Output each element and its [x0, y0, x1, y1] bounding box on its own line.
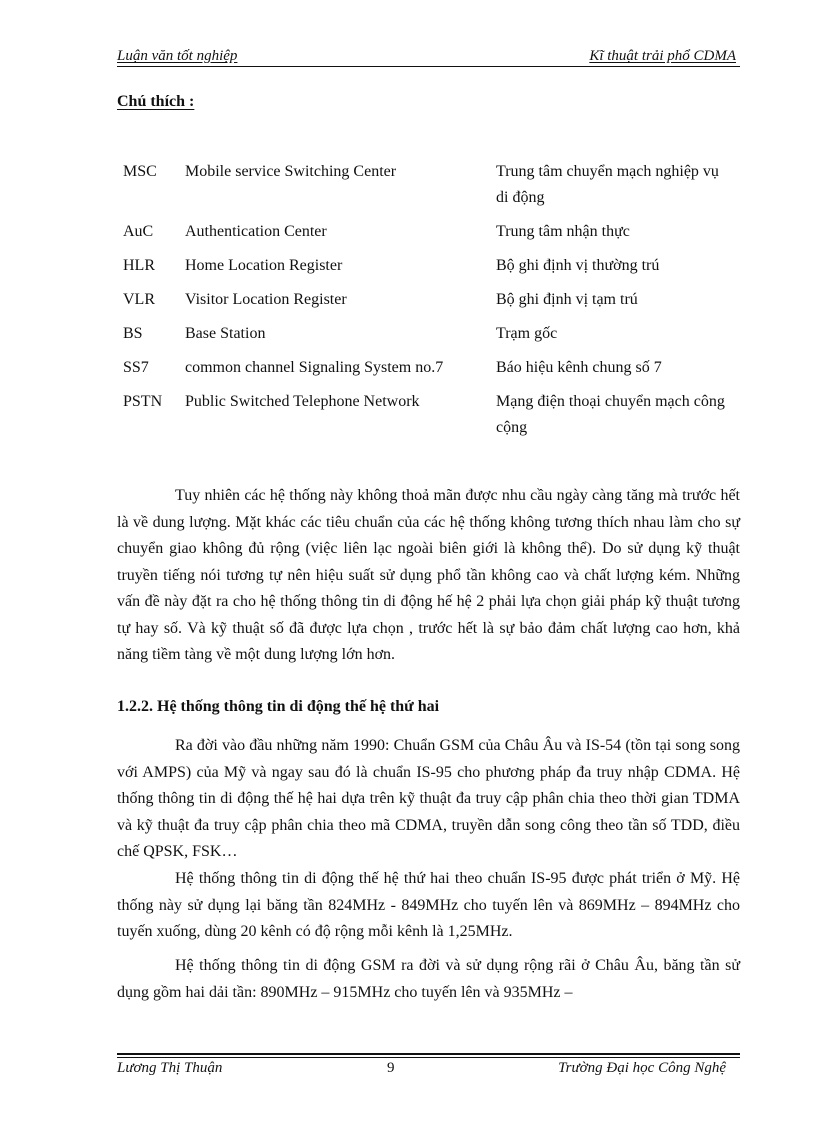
section-heading: 1.2.2. Hệ thống thông tin di động thế hệ thứ hai: [117, 698, 440, 715]
abbreviation-vietnamese: Trạm gốc: [496, 325, 558, 342]
abbreviation-row: [123, 355, 733, 389]
footer-institution: Trường Đại học Công Nghệ: [558, 1060, 726, 1076]
abbreviation-code: AuC: [123, 223, 154, 240]
abbreviation-vietnamese: Mạng điện thoại chuyển mạch công cộng: [496, 393, 725, 436]
abbreviation-english: Visitor Location Register: [185, 291, 347, 308]
abbreviation-table: [123, 159, 733, 449]
abbreviation-row: [123, 219, 733, 253]
abbreviation-row: [123, 159, 733, 219]
page-number: 9: [387, 1060, 395, 1076]
header-left-title: Luận văn tốt nghiệp: [117, 48, 238, 64]
caption-title: Chú thích :: [117, 93, 195, 110]
body-paragraph-2: Ra đời vào đầu những năm 1990: Chuẩn GSM của Châu Âu và IS-54 (tồn tại song song với AMPS) của Mỹ và ngay sau đó là chuẩn IS-95 cho phương pháp đa truy nhập CDMA. Hệ thống thông tin di động thế hệ hai dựa trên kỹ thuật đa truy cập phân chia theo thời gian TDMA và kỹ thuật đa truy cập phân chia theo mã CDMA, truyền dẫn song công theo tần số TDD, điều chế QPSK, FSK…: [117, 737, 740, 860]
abbreviation-code: VLR: [123, 291, 155, 308]
abbreviation-code: MSC: [123, 163, 157, 180]
abbreviation-english: Mobile service Switching Center: [185, 163, 397, 180]
abbreviation-vietnamese: Trung tâm chuyển mạch nghiệp vụ di động: [496, 163, 719, 206]
abbreviation-row: [123, 389, 733, 449]
header-divider: [117, 66, 740, 67]
body-paragraph-3: Hệ thống thông tin di động thế hệ thứ hai theo chuẩn IS-95 được phát triển ở Mỹ. Hệ thống này sử dụng lại băng tần 824MHz - 849MHz cho tuyến lên và 869MHz – 894MHz cho tuyến xuống, dùng 20 kênh có độ rộng mỗi kênh là 1,25MHz.: [117, 870, 740, 940]
abbreviation-english: Authentication Center: [185, 223, 327, 240]
abbreviation-row: [123, 321, 733, 355]
abbreviation-english: Public Switched Telephone Network: [185, 393, 420, 410]
footer-author: Lương Thị Thuận: [117, 1060, 223, 1076]
header-right-title: Kĩ thuật trải phổ CDMA: [589, 48, 736, 64]
abbreviation-code: HLR: [123, 257, 155, 274]
abbreviation-row: [123, 287, 733, 321]
abbreviation-vietnamese: Bộ ghi định vị thường trú: [496, 257, 660, 274]
abbreviation-english: common channel Signaling System no.7: [185, 359, 444, 376]
footer-divider-thick: [117, 1053, 740, 1055]
abbreviation-vietnamese: Bộ ghi định vị tạm trú: [496, 291, 638, 308]
abbreviation-code: BS: [123, 325, 143, 342]
abbreviation-code: SS7: [123, 359, 149, 376]
abbreviation-english: Base Station: [185, 325, 266, 342]
body-paragraph-1: Tuy nhiên các hệ thống này không thoả mãn được nhu cầu ngày càng tăng mà trước hết là về dung lượng. Mặt khác các tiêu chuẩn của các hệ thống không tương thích nhau làm cho sự chuyển giao không đủ rộng (việc liên lạc ngoài biên giới là không thể). Do sử dụng kỹ thuật truyền tiếng nói tương tự nên hiệu suất sử dụng phổ tần không cao và chất lượng kém. Những vấn đề này đặt ra cho hệ thống thông tin di động hế hệ 2 phải lựa chọn giải pháp kỹ thuật tương tự hay số. Và kỹ thuật số đã được lựa chọn , trước hết là sự bảo đảm chất lượng cao hơn, khả năng tiềm tàng về một dung lượng lớn hơn.: [117, 487, 740, 663]
abbreviation-row: [123, 253, 733, 287]
abbreviation-code: PSTN: [123, 393, 163, 410]
abbreviation-vietnamese: Trung tâm nhận thực: [496, 223, 630, 240]
abbreviation-english: Home Location Register: [185, 257, 343, 274]
abbreviation-vietnamese: Báo hiệu kênh chung số 7: [496, 359, 662, 376]
body-paragraph-4: Hệ thống thông tin di động GSM ra đời và sử dụng rộng rãi ở Châu Âu, băng tần sử dụng gồm hai dải tần: 890MHz – 915MHz cho tuyến lên và 935MHz –: [117, 957, 740, 1001]
